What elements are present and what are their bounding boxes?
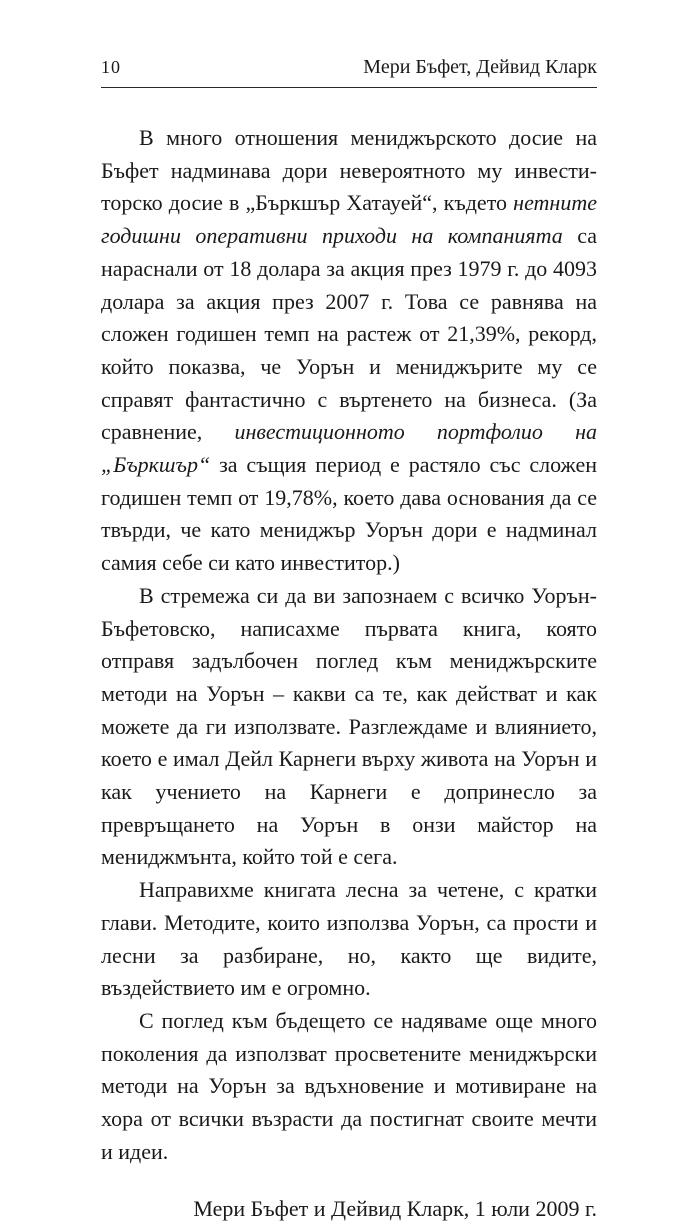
paragraph-segment: С поглед към бъдещето се надяваме още много поколения да използват просветените мениджърски методи на Уорън за вдъхновение и мотивиране на хора от всички възрасти да постигнат своите мечти и идеи. — [101, 1008, 597, 1164]
paragraph-segment: Направихме книгата лесна за четене, с кратки глави. Методите, които използва Уорън, са прости и лесни за разбиране, но, както ще видите, въздействието им е огромно. — [101, 877, 597, 1000]
paragraph-segment-italic: нетните годишни оперативни приходи на компанията — [101, 190, 597, 248]
paragraph-segment-italic: инвестиционното портфолио на „Бъркшър“ — [101, 419, 597, 477]
running-head — [101, 50, 597, 84]
paragraph — [101, 580, 597, 874]
paragraph — [101, 874, 597, 1005]
signature: Мери Бъфет и Дейвид Кларк, 1 юли 2009 г. — [101, 1193, 597, 1225]
book-page — [101, 50, 597, 1225]
running-title: Мери Бъфет, Дейвид Кларк — [363, 50, 597, 84]
page-number: 10 — [101, 50, 121, 84]
body-text — [101, 122, 597, 1169]
paragraph — [101, 122, 597, 580]
paragraph-segment: са нараснали от 18 долара за акция през 1979 г. до 4093 долара за акция през 2007 г. Това се равнява на сложен годишен темп на растеж от 21,39%, рекорд, който показва, че Уорън и мениджърите му се справят фантастично с въртенето на бизнеса. (За сравнение, — [101, 223, 597, 444]
paragraph — [101, 1005, 597, 1169]
header-rule — [101, 87, 597, 88]
paragraph-segment: В много отношения мениджърското досие на Бъфет надминава дори невероятното му инвеститорско досие в „Бъркшър Хатауей“, където — [101, 125, 597, 215]
paragraph-segment: В стремежа си да ви запознаем с всичко Уорън-Бъфетовско, написахме първата книга, която отправя задълбочен поглед към мениджърските методи на Уорън – какви са те, как действат и как можете да ги използвате. Разглеждаме и влиянието, което е имал Дейл Карнеги върху живота на Уорън и как учението на Карнеги е допринесло за превръщането на Уорън в онзи майстор на мениджмънта, който той е сега. — [101, 583, 597, 870]
paragraph-segment: за същия период е растяло със сложен годишен темп от 19,78%, което дава основания да се твърди, че като мениджър Уорън дори е надминал самия себе си като инвеститор.) — [101, 452, 597, 575]
